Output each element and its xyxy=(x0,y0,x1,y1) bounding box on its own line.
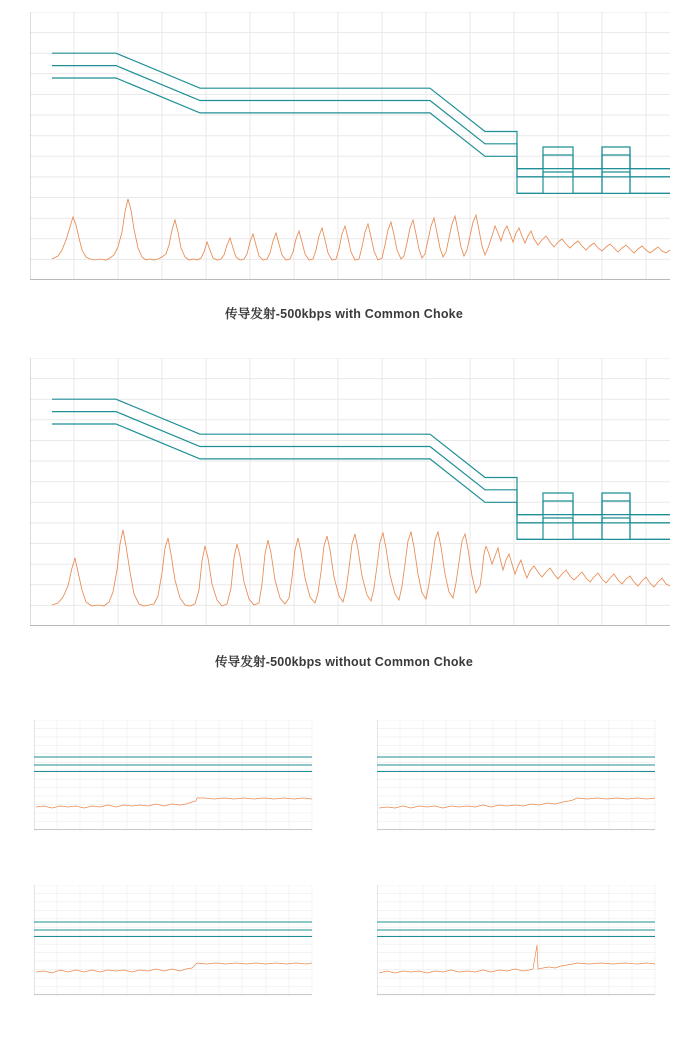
chart-svg-2 xyxy=(30,358,670,626)
plot-area-small-1 xyxy=(34,720,321,853)
plot-area-small-4 xyxy=(377,885,664,1018)
chart-svg-1 xyxy=(30,12,670,280)
chart-radiated-small-1 xyxy=(8,714,337,869)
chart-caption-1: 传导发射-500kbps with Common Choke xyxy=(225,307,463,321)
chart-radiated-small-2 xyxy=(351,714,680,869)
radiated-emission-grid xyxy=(0,714,688,1034)
chart-svg-small-2 xyxy=(377,720,655,830)
chart-svg-small-3 xyxy=(34,885,312,995)
plot-area-small-3 xyxy=(34,885,321,1018)
chart-radiated-small-3 xyxy=(8,879,337,1034)
chart-radiated-small-4 xyxy=(351,879,680,1034)
chart-svg-small-4 xyxy=(377,885,655,995)
chart-conducted-without-choke xyxy=(0,348,688,680)
plot-area-1 xyxy=(30,12,670,280)
chart-conducted-with-choke xyxy=(0,0,688,330)
chart-caption-2: 传导发射-500kbps without Common Choke xyxy=(214,655,473,669)
plot-area-small-2 xyxy=(377,720,664,853)
chart-svg-small-1 xyxy=(34,720,312,830)
plot-area-2 xyxy=(30,358,670,626)
